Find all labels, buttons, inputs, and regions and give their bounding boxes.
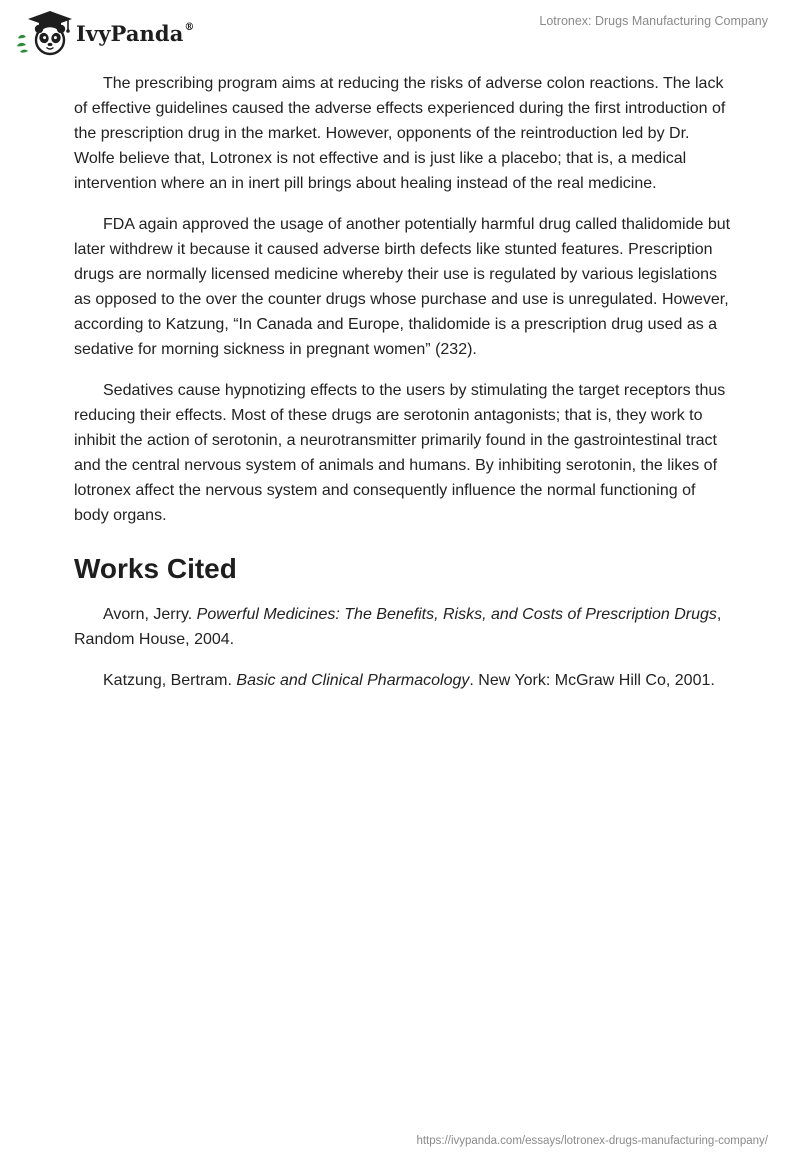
document-title: Lotronex: Drugs Manufacturing Company <box>539 14 768 28</box>
registered-mark: ® <box>184 21 195 33</box>
body-paragraph: The prescribing program aims at reducing the risks of adverse colon reactions. The lack of effective guidelines caused the adverse effects experienced during the first introduction of the prescription drug in the market. However, opponents of the reintroduction led by Dr. Wolfe believe that, Lotronex is not effective and is just like a placebo; that is, a medical intervention where an in inert pill brings about healing instead of the real medicine. <box>74 75 726 192</box>
citation-entry <box>74 668 734 693</box>
logo-wordmark: IvyPanda® <box>76 20 195 46</box>
citation-entry <box>74 602 734 652</box>
citation-publisher: . New York: McGraw Hill Co, 2001. <box>469 672 715 689</box>
citation-title: Powerful Medicines: The Benefits, Risks, and Costs of Prescription Drugs <box>196 606 717 623</box>
essay-content <box>74 71 734 709</box>
body-paragraph: FDA again approved the usage of another potentially harmful drug called thalidomide but later withdrew it because it caused adverse birth defects like stunted features. Prescription drugs are normally licensed medicine whereby their use is regulated by various legislations as opposed to the over the counter drugs whose purchase and use is unregulated. However, according to Katzung, “In Canada and Europe, thalidomide is a prescription drug used as a sedative for morning sickness in pregnant women” (232). <box>74 216 731 358</box>
works-cited-heading: Works Cited <box>74 553 237 584</box>
citation-author: Katzung, Bertram. <box>103 672 237 689</box>
source-url-link[interactable]: https://ivypanda.com/essays/lotronex-drugs-manufacturing-company/ <box>416 1135 768 1147</box>
citation-publisher: , Random House, 2004. <box>74 606 722 648</box>
page-header <box>0 0 800 60</box>
panda-graduate-icon <box>14 8 72 56</box>
citation-author: Avorn, Jerry. <box>103 606 197 623</box>
citation-title: Basic and Clinical Pharmacology <box>236 672 470 689</box>
ivypanda-logo[interactable] <box>14 8 195 56</box>
body-paragraph: Sedatives cause hypnotizing effects to the users by stimulating the target receptors thus reducing their effects. Most of these drugs are serotonin antagonists; that is, they work to inhibit the action of serotonin, a neurotransmitter primarily found in the gastrointestinal tract and the central nervous system of animals and humans. By inhibiting serotonin, the likes of lotronex affect the nervous system and consequently influence the normal functioning of body organs. <box>74 382 726 524</box>
